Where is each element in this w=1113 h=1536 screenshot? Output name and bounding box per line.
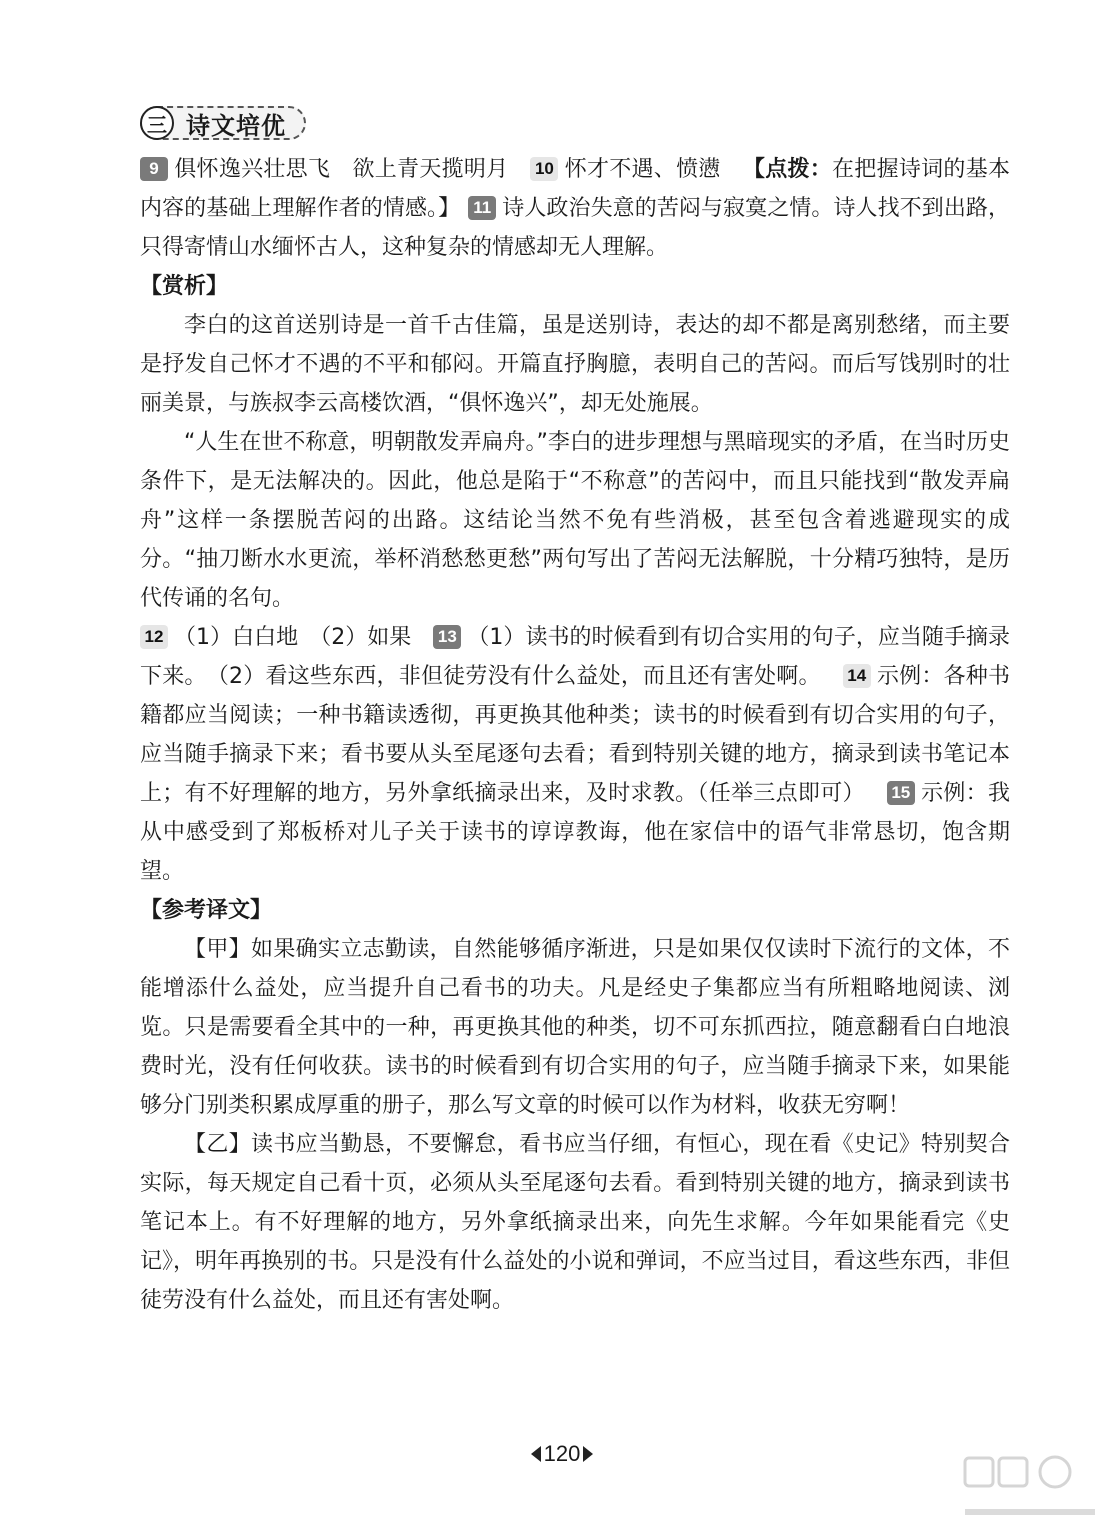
answer-content <box>140 150 1010 1320</box>
right-arrow-icon <box>583 1446 593 1462</box>
question-number-12: 12 <box>140 625 168 649</box>
question-number-11: 11 <box>468 196 496 220</box>
translation-yi: 【乙】读书应当勤恳，不要懈怠，看书应当仔细，有恒心，现在看《史记》特别契合实际，每天规定自己看十页，必须从头至尾逐句去看。看到特别关键的地方，摘录到读书笔记本上。有不好理解的地方，另外拿纸摘录出来，向先生求解。今年如果能看完《史记》，明年再换别的书。只是没有什么益处的小说和弹词，不应当过目，看这些东西，非但徒劳没有什么益处，而且还有害处啊。 <box>140 1132 1010 1313</box>
answer-15-text: 示例：我从中感受到了郑板桥对儿子关于读书的谆谆教诲，他在家信中的语气非常恳切，饱含期望。 <box>140 781 1010 884</box>
answer-11-text: 诗人政治失意的苦闷与寂寞之情。诗人找不到出路，只得寄情山水缅怀古人，这种复杂的情感却无人理解。 <box>140 196 1010 260</box>
answers-12-15 <box>140 618 1010 891</box>
appreciation-heading: 【赏析】 <box>140 274 229 299</box>
question-number-15: 15 <box>887 781 915 805</box>
question-number-9: 9 <box>140 157 168 181</box>
answer-13-text: （1）读书的时候看到有切合实用的句子，应当随手摘录下来。 （2）看这些东西，非但徒劳没有什么益处，而且还有害处啊。 <box>140 625 1011 689</box>
appreciation-paragraph-2: “人生在世不称意，明朝散发弄扁舟。”李白的进步理想与黑暗现实的矛盾，在当时历史条件下，是无法解决的。因此，他总是陷于“不称意”的苦闷中，而且只能找到“散发弄扁舟”这样一条摆脱苦闷的出路。这结论当然不免有些消极，甚至包含着逃避现实的成分。“抽刀断水水更流，举杯消愁愁更愁”两句写出了苦闷无法解脱，十分精巧独特，是历代传诵的名句。 <box>140 430 1010 611</box>
section-title: 诗文培优 <box>186 111 286 140</box>
left-arrow-icon <box>531 1446 541 1462</box>
question-number-10: 10 <box>530 157 558 181</box>
section-number-badge: 三 <box>140 106 174 140</box>
page-number-text: 120 <box>543 1441 581 1466</box>
tip-label: 【点拨： <box>742 157 833 182</box>
watermark-logo-icon <box>955 1452 1105 1532</box>
answer-10-text: 怀才不遇、愤懑 <box>564 157 721 182</box>
answer-9-text: 俱怀逸兴壮思飞 欲上青天揽明月 <box>174 157 509 182</box>
translation-heading: 【参考译文】 <box>140 898 273 923</box>
answers-9-11 <box>140 150 1010 267</box>
page-number <box>512 1438 612 1470</box>
answer-12-text: （1）白白地 （2）如果 <box>174 625 412 650</box>
answer-14-text: 示例：各种书籍都应当阅读；一种书籍读透彻，再更换其他种类；读书的时候看到有切合实用的句子，应当随手摘录下来；看书要从头至尾逐句去看；看到特别关键的地方，摘录到读书笔记本上；有不好理解的地方，另外拿纸摘录出来，及时求教。（任举三点即可） <box>140 664 1010 806</box>
question-number-14: 14 <box>843 664 871 688</box>
section-header <box>140 106 308 140</box>
translation-jia: 【甲】如果确实立志勤读，自然能够循序渐进，只是如果仅仅读时下流行的文体，不能增添什么益处，应当提升自己看书的功夫。凡是经史子集都应当有所粗略地阅读、浏览。只是需要看全其中的一种，再更换其他的种类，切不可东抓西拉，随意翻看白白地浪费时光，没有任何收获。读书的时候看到有切合实用的句子，应当随手摘录下来，如果能够分门别类积累成厚重的册子，那么写文章的时候可以作为材料，收获无穷啊！ <box>140 937 1010 1118</box>
tip-text: 在把握诗词的基本内容的基础上理解作者的情感。】 <box>140 157 1010 221</box>
question-number-13: 13 <box>433 625 461 649</box>
appreciation-paragraph-1: 李白的这首送别诗是一首千古佳篇，虽是送别诗，表达的却不都是离别愁绪，而主要是抒发自己怀才不遇的不平和郁闷。开篇直抒胸臆，表明自己的苦闷。而后写饯别时的壮丽美景，与族叔李云高楼饮酒，“俱怀逸兴”，却无处施展。 <box>140 313 1010 416</box>
